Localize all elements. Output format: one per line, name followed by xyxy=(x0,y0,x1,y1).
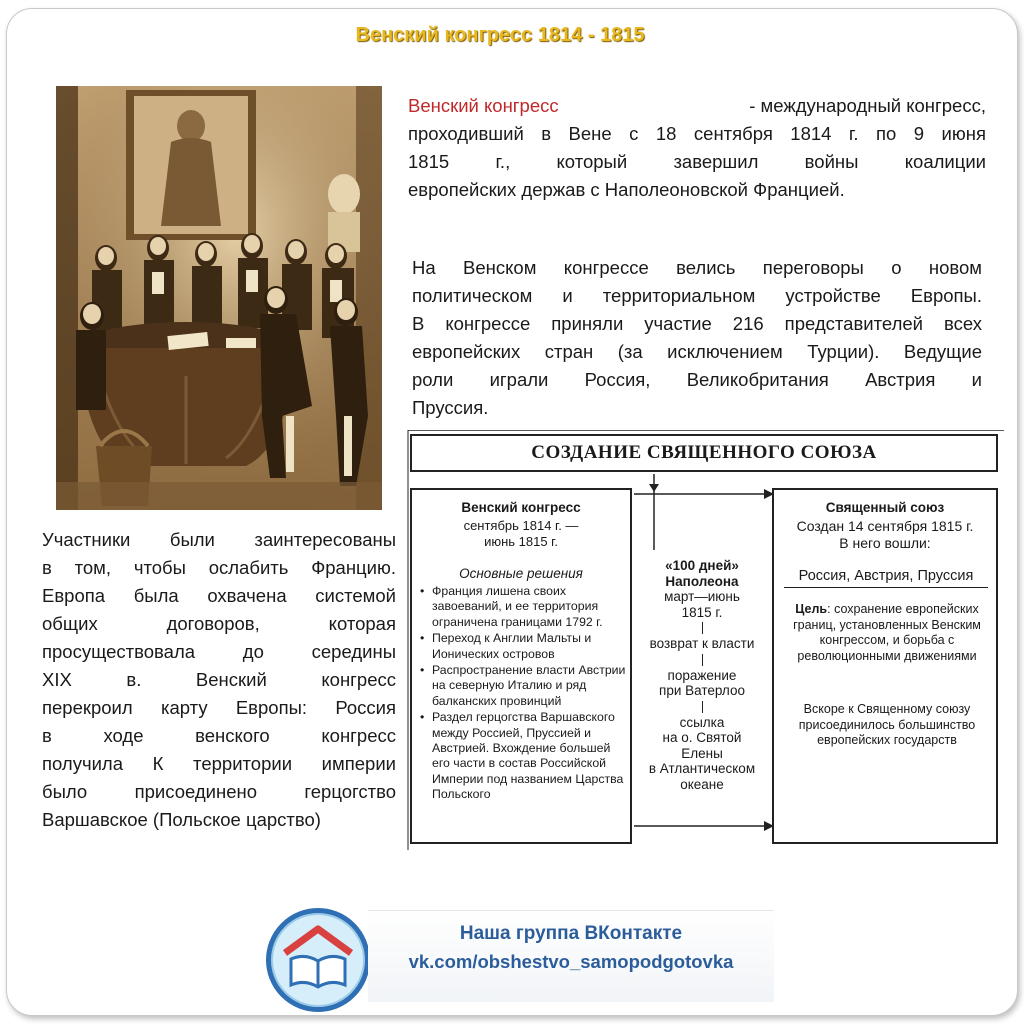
footer-vk-banner[interactable] xyxy=(368,910,774,1002)
negotiations-line: европейских стран (за исключением Турции). Ведущие xyxy=(412,341,982,362)
holy-alliance-goal xyxy=(784,602,990,664)
negotiations-line: В конгрессе приняли участие 216 представителей всех xyxy=(412,313,982,334)
decision-item: • Распространение власти Австрии на северную Италию и ряд балканских провинций xyxy=(420,663,630,709)
holy-alliance-date: Создан 14 сентября 1815 г. xyxy=(796,518,974,534)
timeline-tick xyxy=(702,701,703,713)
congress-painting-art xyxy=(56,86,382,510)
book-house-logo-icon xyxy=(266,908,370,1012)
vienna-box-dates xyxy=(412,518,630,550)
holy-alliance-members-label: В него вошли: xyxy=(839,535,931,551)
participants-line: XIX в. Венский конгресс xyxy=(42,669,396,690)
step-defeat-1: поражение xyxy=(667,667,737,683)
definition-line-1 xyxy=(408,92,986,120)
holy-alliance-box xyxy=(772,488,998,844)
footer-vk-link[interactable]: vk.com/obshestvo_samopodgotovka xyxy=(408,951,734,972)
negotiations-paragraph xyxy=(412,254,982,422)
timeline-tick xyxy=(702,622,703,634)
holy-alliance-members: Россия, Австрия, Пруссия xyxy=(784,568,988,588)
vienna-box-title: Венский конгресс xyxy=(461,500,581,515)
hundred-days-column xyxy=(640,558,764,792)
participants-line: было присоединено герцогство xyxy=(42,781,396,802)
diagram-header: СОЗДАНИЕ СВЯЩЕННОГО СОЮЗА xyxy=(410,434,998,472)
decision-item: • Франция лишена своих завоеваний, и ее территория ограничена границами 1792 г. xyxy=(420,584,630,630)
vienna-box-subtitle: Основные решения xyxy=(459,566,583,581)
step-defeat-2: при Ватерлоо xyxy=(659,683,745,698)
participants-line: в ходе венского конгресс xyxy=(42,725,396,746)
holy-alliance-diagram xyxy=(404,430,1004,850)
decision-item: • Переход к Англии Мальты и Ионических островов xyxy=(420,631,630,662)
definition-paragraph xyxy=(408,92,986,204)
footer-group-label: Наша группа ВКонтакте xyxy=(459,923,683,944)
decision-item: • Раздел герцогства Варшавского между Россией, Пруссией и Австрией. Вхождение большей его части в состав Российской Империи под названием Царства Польского xyxy=(420,710,630,802)
hundred-days-title-2: Наполеона xyxy=(665,573,739,589)
negotiations-line: политическом и территориальном устройстве Европы. xyxy=(412,285,982,306)
timeline-tick xyxy=(702,654,703,666)
definition-term: Венский конгресс xyxy=(408,95,559,116)
step-return-to-power: возврат к власти xyxy=(649,636,755,651)
vienna-box-date-1: сентябрь 1814 г. — xyxy=(463,518,579,533)
hundred-days-date-2: 1815 г. xyxy=(681,604,723,620)
definition-line-4: европейских держав с Наполеоновской Францией. xyxy=(408,179,845,200)
definition-line-1-rest: - международный конгресс, xyxy=(744,95,986,116)
participants-line: перекроил карту Европы: Россия xyxy=(42,697,396,718)
vienna-box-date-2: июнь 1815 г. xyxy=(484,534,558,549)
step-exile-5: океане xyxy=(680,776,724,792)
vienna-congress-box xyxy=(410,488,632,844)
goal-text: : сохранение европейских границ, установленных Венским конгрессом, и борьба с революционными движениями xyxy=(793,602,981,663)
step-exile-3: Елены xyxy=(681,745,723,761)
holy-alliance-title: Священный союз xyxy=(825,500,945,515)
hundred-days-title-1: «100 дней» xyxy=(665,558,739,573)
slide-title: Венский конгресс 1814 - 1815 xyxy=(355,24,645,46)
step-exile-1: ссылка xyxy=(679,714,725,730)
participants-line: Варшавское (Польское царство) xyxy=(42,809,321,830)
goal-label: Цель xyxy=(795,602,828,616)
participants-line: просуществовала до середины xyxy=(42,641,396,662)
participants-line: получила К территории империи xyxy=(42,753,396,774)
holy-alliance-later: Вскоре к Священному союзу присоединилось большинство европейских государств xyxy=(798,702,976,747)
negotiations-line: Пруссия. xyxy=(412,397,489,418)
congress-painting xyxy=(56,86,382,510)
negotiations-line: На Венском конгрессе велись переговоры о новом xyxy=(412,257,982,278)
logo-art xyxy=(271,913,365,1007)
participants-line: общих договоров, которая xyxy=(42,613,396,634)
definition-line-3: 1815 г., который завершил войны коалиции xyxy=(408,151,986,172)
hundred-days-date-1: март—июнь xyxy=(664,589,740,604)
participants-line: в том, чтобы ослабить Францию. xyxy=(42,557,396,578)
definition-line-2: проходивший в Вене с 18 сентября 1814 г. по 9 июня xyxy=(408,123,986,144)
step-exile-2: на о. Святой xyxy=(662,730,742,745)
holy-alliance-created xyxy=(774,518,996,552)
participants-paragraph xyxy=(42,526,396,834)
step-exile-4: в Атлантическом xyxy=(648,761,756,776)
negotiations-line: роли играли Россия, Великобритания Австрия и xyxy=(412,369,982,390)
decisions-list xyxy=(420,584,630,803)
participants-line: Европа была охвачена системой xyxy=(42,585,396,606)
participants-line: Участники были заинтересованы xyxy=(42,529,396,550)
